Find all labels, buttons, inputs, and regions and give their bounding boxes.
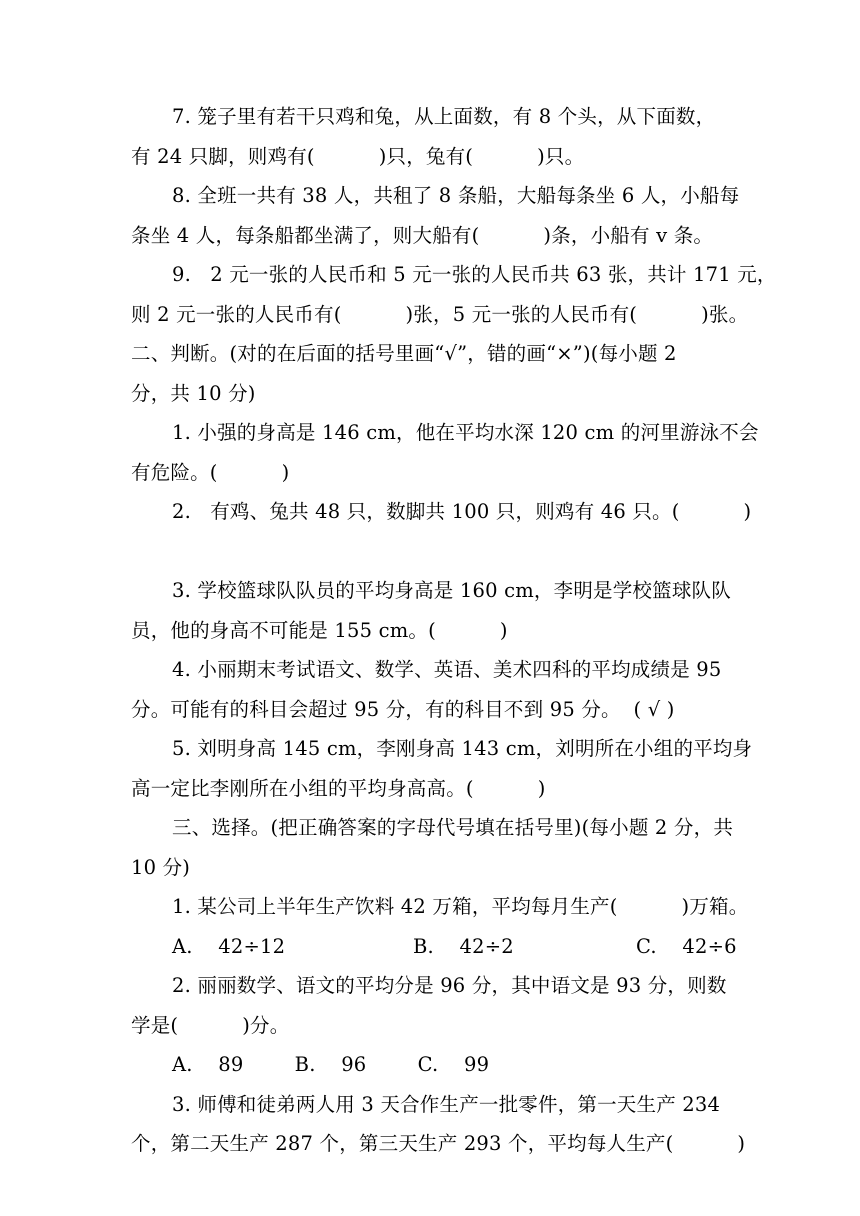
q9-line1: 9. 2 元一张的人民币和 5 元一张的人民币共 63 张，共计 171 元， bbox=[172, 263, 777, 286]
s2-q5-line2: 高一定比李刚所在小组的平均身高高。( ) bbox=[131, 777, 546, 800]
section2-heading-line2: 分，共 10 分) bbox=[131, 382, 256, 405]
q9-line2: 则 2 元一张的人民币有( )张，5 元一张的人民币有( )张。 bbox=[131, 303, 749, 326]
s3-q2-line1: 2. 丽丽数学、语文的平均分是 96 分，其中语文是 93 分，则数 bbox=[172, 974, 727, 997]
section3-heading-line1: 三、选择。(把正确答案的字母代号填在括号里)(每小题 2 分，共 bbox=[172, 816, 734, 839]
section3-heading-line2: 10 分) bbox=[131, 856, 191, 879]
s2-q3-line1: 3. 学校篮球队队员的平均身高是 160 cm，李明是学校篮球队队 bbox=[172, 579, 731, 602]
s3-q3-line2: 个，第二天生产 287 个，第三天生产 293 个，平均每人生产( ) bbox=[131, 1132, 746, 1155]
s3-q1-option-c: C. 42÷6 bbox=[636, 935, 737, 958]
q7-line1: 7. 笼子里有若干只鸡和兔，从上面数，有 8 个头，从下面数， bbox=[172, 105, 716, 128]
q8-line2: 条坐 4 人，每条船都坐满了，则大船有( )条，小船有 v 条。 bbox=[131, 224, 714, 247]
s3-q1-line1: 1. 某公司上半年生产饮料 42 万箱，平均每月生产( )万箱。 bbox=[172, 895, 749, 918]
s2-q4-line1: 4. 小丽期末考试语文、数学、英语、美术四科的平均成绩是 95 bbox=[172, 658, 722, 681]
s2-q5-line1: 5. 刘明身高 145 cm，李刚身高 143 cm，刘明所在小组的平均身 bbox=[172, 737, 753, 760]
s2-q1-line1: 1. 小强的身高是 146 cm，他在平均水深 120 cm 的河里游泳不会 bbox=[172, 421, 759, 444]
s2-q1-line2: 有危险。( ) bbox=[131, 461, 290, 484]
s3-q3-line1: 3. 师傅和徒弟两人用 3 天合作生产一批零件，第一天生产 234 bbox=[172, 1093, 721, 1116]
s3-q1-option-a: A. 42÷12 bbox=[172, 935, 286, 958]
s3-q1-option-b: B. 42÷2 bbox=[413, 935, 514, 958]
s3-q2-options: A. 89 B. 96 C. 99 bbox=[172, 1053, 490, 1076]
s2-q4-line2: 分。可能有的科目会超过 95 分，有的科目不到 95 分。 ( √ ) bbox=[131, 698, 675, 721]
s2-q3-line2: 员，他的身高不可能是 155 cm。( ) bbox=[131, 619, 508, 642]
s2-q2-line1: 2. 有鸡、兔共 48 只，数脚共 100 只，则鸡有 46 只。( ) bbox=[172, 500, 752, 523]
q7-line2: 有 24 只脚，则鸡有( )只，兔有( )只。 bbox=[131, 145, 585, 168]
s3-q2-line2: 学是( )分。 bbox=[131, 1014, 290, 1037]
q8-line1: 8. 全班一共有 38 人，共租了 8 条船，大船每条坐 6 人，小船每 bbox=[172, 184, 740, 207]
section2-heading-line1: 二、判断。(对的在后面的括号里画“√”，错的画“×”)(每小题 2 bbox=[131, 342, 677, 365]
